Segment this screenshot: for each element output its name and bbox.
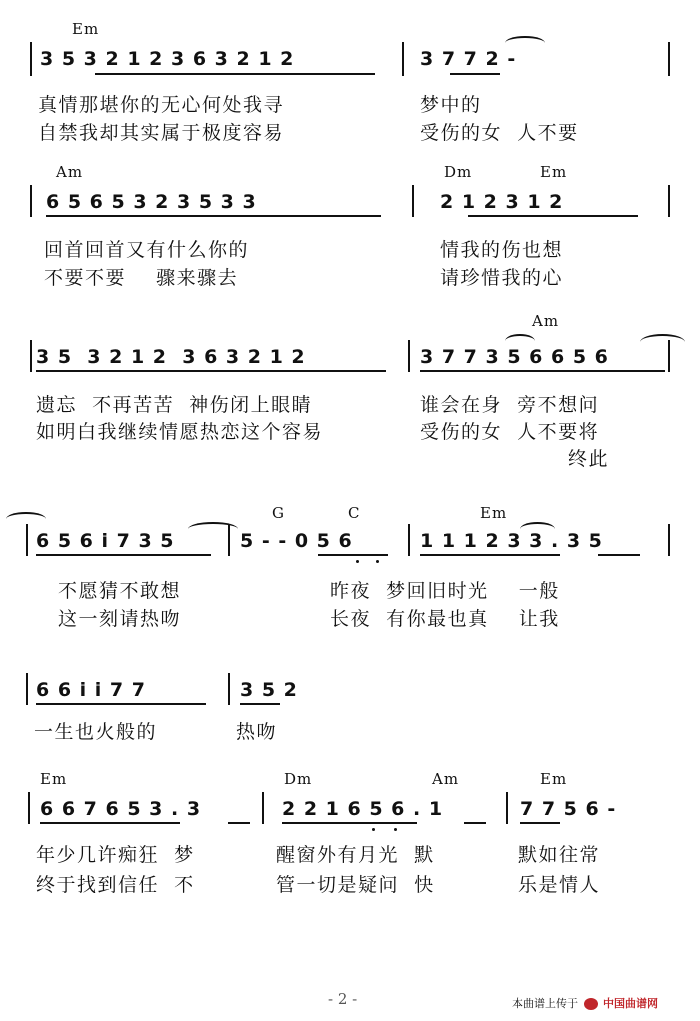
- note-group: 3 7 7 3 5 6 6 5 6: [420, 346, 609, 368]
- octave-dot: [394, 828, 397, 831]
- beam: [468, 215, 638, 217]
- chord-label: Em: [540, 770, 568, 788]
- lyric-text: 请珍惜我的心: [440, 267, 564, 289]
- octave-dot: [356, 560, 359, 563]
- note-group: 1 1 1 2 3 3 . 3 5: [420, 530, 603, 552]
- score-line-4: [0, 500, 700, 650]
- note-group: 6 5 6 5 3 2 3 5 3 3: [46, 191, 257, 213]
- note-group: 3 5 3 2 1 2 3 6 3 2 1 2: [40, 48, 295, 70]
- score-line-2: [0, 163, 700, 313]
- chord-label: G: [272, 504, 285, 522]
- chord-label: C: [348, 504, 361, 522]
- lyric-text: 梦中的: [420, 94, 482, 116]
- barline: [228, 524, 230, 556]
- barline: [30, 185, 32, 217]
- lyric-text: 热吻: [236, 721, 278, 743]
- note-group: 6 6 i i 7 7: [36, 679, 146, 701]
- beam: [240, 703, 280, 705]
- lyric-text: 一生也火般的: [34, 721, 158, 743]
- barline: [30, 340, 32, 372]
- note-group: 6 5 6 i 7 3 5: [36, 530, 175, 552]
- lyric-text: 自禁我却其实属于极度容易: [38, 122, 285, 144]
- chord-label: Em: [480, 504, 508, 522]
- beam: [420, 554, 560, 556]
- lyric-text: 受伤的女 人不要: [420, 122, 579, 144]
- lyric-text: 终于找到信任 不: [36, 874, 195, 896]
- barline: [668, 42, 670, 76]
- lyric-text: 管一切是疑问 快: [276, 874, 435, 896]
- lyric-text: 回首回首又有什么你的: [44, 239, 250, 261]
- page-number: - 2 -: [328, 990, 358, 1008]
- note-group: 2 1 2 3 1 2: [440, 191, 564, 213]
- chord-label: Em: [40, 770, 68, 788]
- note-group: 3 5 3 2 1 2 3 6 3 2 1 2: [36, 346, 306, 368]
- barline: [28, 792, 30, 824]
- lyric-text: 如明白我继续情愿热恋这个容易: [36, 421, 324, 443]
- beam: [46, 215, 381, 217]
- chord-label: Dm: [444, 163, 473, 181]
- note-group: 6 6 7 6 5 3 . 3: [40, 798, 202, 820]
- score-line-3: [0, 312, 700, 470]
- lyric-text: 遗忘 不再苦苦 神伤闭上眼睛: [36, 394, 313, 416]
- lyric-text: 谁会在身 旁不想问: [420, 394, 600, 416]
- barline: [402, 42, 404, 76]
- barline: [668, 524, 670, 556]
- chord-label: Am: [56, 163, 84, 181]
- beam: [520, 822, 560, 824]
- lyric-text: 不愿猜不敢想: [58, 580, 182, 602]
- barline: [408, 340, 410, 372]
- chord-label: Em: [72, 20, 100, 38]
- lyric-text: 默如往常: [518, 844, 601, 866]
- lyric-text: 终此: [568, 448, 610, 470]
- barline: [668, 185, 670, 217]
- barline: [668, 340, 670, 372]
- note-group: 3 5 2: [240, 679, 298, 701]
- beam: [464, 822, 486, 824]
- beam: [282, 822, 417, 824]
- octave-dot: [372, 828, 375, 831]
- chord-label: Am: [532, 312, 560, 330]
- barline: [262, 792, 264, 824]
- beam: [450, 73, 500, 75]
- barline: [506, 792, 508, 824]
- lyric-text: 情我的伤也想: [440, 239, 564, 261]
- beam: [36, 703, 206, 705]
- footer-brand: 中国曲谱网: [603, 997, 658, 1010]
- lyric-text: 长夜 有你最也真 让我: [330, 608, 560, 630]
- barline: [228, 673, 230, 705]
- barline: [412, 185, 414, 217]
- lyric-text: 真情那堪你的无心何处我寻: [38, 94, 285, 116]
- barline: [26, 524, 28, 556]
- barline: [26, 673, 28, 705]
- lyric-text: 受伤的女 人不要将: [420, 421, 600, 443]
- chord-label: Dm: [284, 770, 313, 788]
- lyric-text: 昨夜 梦回旧时光 一般: [330, 580, 560, 602]
- lyric-text: 醒窗外有月光 默: [276, 844, 435, 866]
- lyric-text: 年少几许痴狂 梦: [36, 844, 195, 866]
- tie-mark: [188, 522, 238, 536]
- site-logo-icon: [584, 998, 598, 1010]
- tie-mark: [505, 36, 545, 50]
- lyric-text: 这一刻请热吻: [58, 608, 182, 630]
- footer-credit: [512, 995, 658, 1011]
- octave-dot: [376, 560, 379, 563]
- note-group: 3 7 7 2 -: [420, 48, 517, 70]
- beam: [228, 822, 250, 824]
- beam: [95, 73, 375, 75]
- chord-label: Em: [540, 163, 568, 181]
- barline: [30, 42, 32, 76]
- beam: [318, 554, 388, 556]
- lyric-text: 不要不要 骤来骤去: [44, 267, 239, 289]
- note-group: 7 7 5 6 -: [520, 798, 617, 820]
- beam: [36, 370, 386, 372]
- score-line-1: [0, 20, 700, 170]
- beam: [40, 822, 180, 824]
- beam: [36, 554, 211, 556]
- footer-text: 本曲谱上传于: [512, 997, 578, 1010]
- note-group: 2 2 1 6 5 6 . 1: [282, 798, 444, 820]
- barline: [408, 524, 410, 556]
- beam: [598, 554, 640, 556]
- score-line-6: [0, 770, 700, 920]
- lyric-text: 乐是情人: [518, 874, 601, 896]
- tie-mark: [640, 334, 685, 350]
- note-group: 5 - - 0 5 6: [240, 530, 353, 552]
- chord-label: Am: [432, 770, 460, 788]
- beam: [420, 370, 665, 372]
